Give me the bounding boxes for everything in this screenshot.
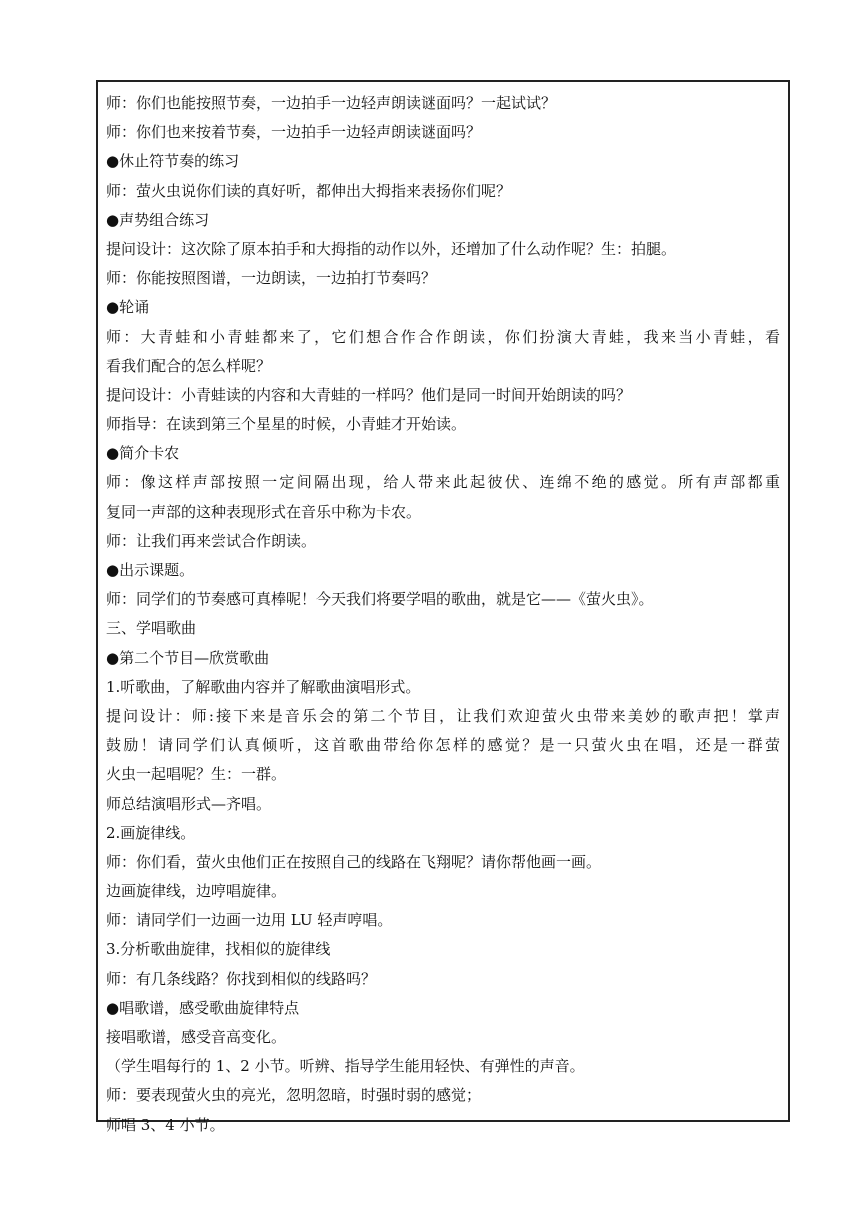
text-line: 师：你们也能按照节奏，一边拍手一边轻声朗读谜面吗？一起试试？ (106, 94, 557, 112)
text-line: 火虫一起唱呢？生：一群。 (106, 765, 287, 784)
text-line: 提问设计：师:接下来是音乐会的第二个节目，让我们欢迎萤火虫带来美妙的歌声把！掌声 (106, 706, 780, 725)
text-line: 师：像这样声部按照一定间隔出现，给人带来此起彼伏、连绵不绝的感觉。所有声部都重 (106, 473, 780, 492)
section-bullet: ●简介卡农 (106, 444, 180, 463)
numbered-step: 2.画旋律线。 (106, 823, 196, 842)
section-bullet: ●唱歌谱，感受歌曲旋律特点 (106, 998, 300, 1017)
text-line: 师：请同学们一边画一边用 LU 轻声哼唱。 (106, 911, 393, 930)
text-line: 接唱歌谱，感受音高变化。 (106, 1028, 287, 1046)
text-line: 边画旋律线，边哼唱旋律。 (106, 882, 287, 901)
text-line: 鼓励！请同学们认真倾听，这首歌曲带给你怎样的感觉？是一只萤火虫在唱，还是一群萤 (106, 736, 780, 755)
text-line: 师唱 3、4 小节。 (106, 1115, 225, 1134)
text-line: 师：有几条线路？你找到相似的线路吗？ (106, 969, 377, 988)
text-line: 师指导：在读到第三个星星的时候，小青蛙才开始读。 (106, 415, 467, 434)
lesson-plan-box (96, 80, 790, 1134)
section-bullet: ●出示课题。 (106, 561, 195, 579)
section-bullet: ●休止符节奏的练习 (106, 152, 240, 171)
text-line: 复同一声部的这种表现形式在音乐中称为卡农。 (106, 502, 422, 521)
text-line: 师：你能按照图谱，一边朗读，一边拍打节奏吗？ (106, 269, 437, 288)
text-line: 师：你们也来按着节奏，一边拍手一边轻声朗读谜面吗？ (106, 123, 482, 142)
text-line: 提问设计：这次除了原本拍手和大拇指的动作以外，还增加了什么动作呢？生：拍腿。 (106, 239, 677, 258)
section-bullet: ●声势组合练习 (106, 210, 210, 229)
text-line: 师：萤火虫说你们读的真好听，都伸出大拇指来表扬你们呢？ (106, 181, 512, 200)
text-line: （学生唱每行的 1、2 小节。听辨、指导学生能用轻快、有弹性的声音。 (106, 1057, 585, 1076)
text-line: 提问设计：小青蛙读的内容和大青蛙的一样吗？他们是同一时间开始朗读的吗？ (106, 385, 632, 404)
text-line: 师：你们看，萤火虫他们正在按照自己的线路在飞翔呢？请你帮他画一画。 (106, 852, 602, 871)
section-bullet: ●第二个节目—欣赏歌曲 (106, 648, 270, 667)
numbered-step: 3.分析歌曲旋律，找相似的旋律线 (106, 940, 331, 959)
text-line: 看我们配合的怎么样呢？ (106, 356, 272, 375)
section-bullet: ●轮诵 (106, 298, 150, 317)
text-line: 师：要表现萤火虫的亮光，忽明忽暗，时强时弱的感觉； (106, 1086, 482, 1105)
numbered-step: 1.听歌曲，了解歌曲内容并了解歌曲演唱形式。 (106, 677, 421, 696)
text-line: 师：同学们的节奏感可真棒呢！今天我们将要学唱的歌曲，就是它——《萤火虫》。 (106, 590, 654, 609)
text-line: 师：让我们再来尝试合作朗读。 (106, 531, 317, 550)
section-heading: 三、学唱歌曲 (106, 619, 197, 638)
text-line: 师总结演唱形式—齐唱。 (106, 794, 272, 813)
text-line: 师：大青蛙和小青蛙都来了，它们想合作合作朗读，你们扮演大青蛙，我来当小青蛙，看 (106, 327, 780, 346)
